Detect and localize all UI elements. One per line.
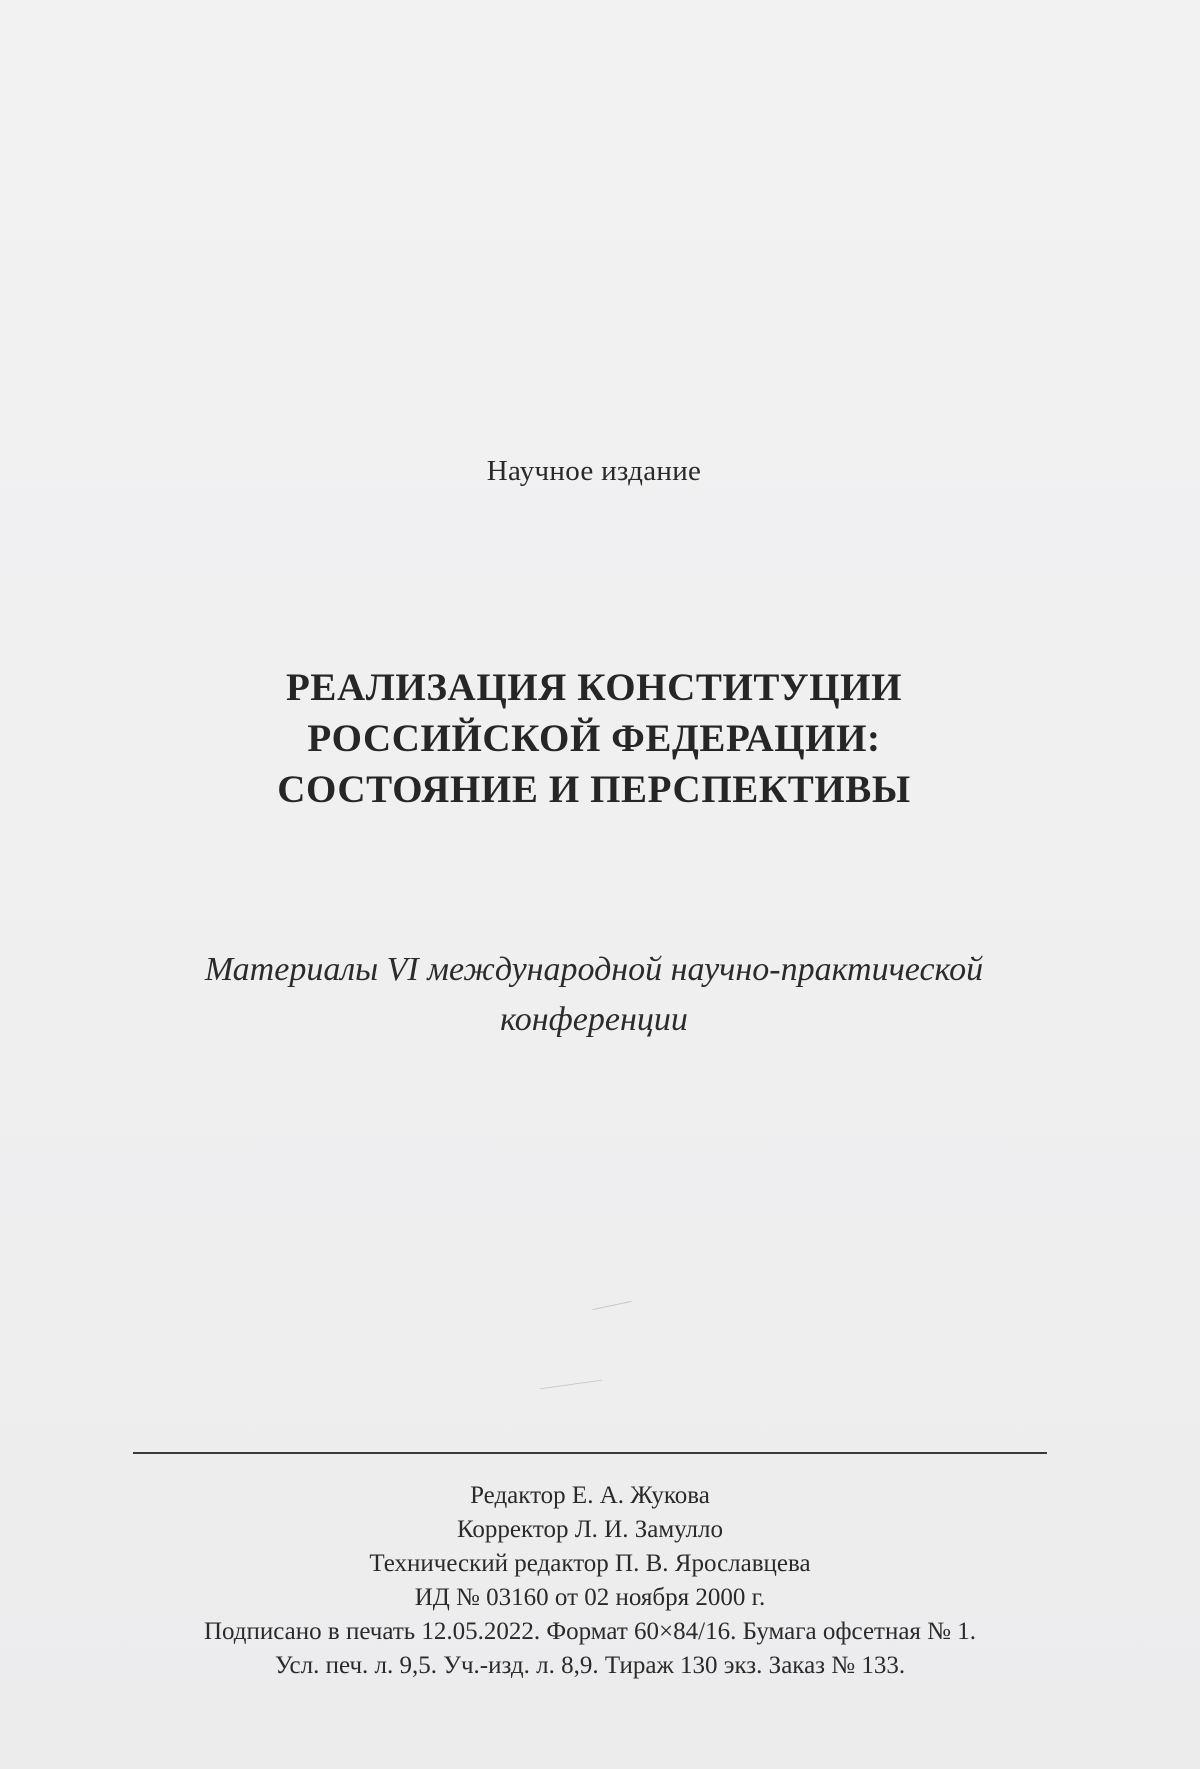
title-line: СОСТОЯНИЕ И ПЕРСПЕКТИВЫ xyxy=(277,768,911,811)
imprint-print-info: Подписано в печать 12.05.2022. Формат 60×84/16. Бумага офсетная № 1. xyxy=(203,1618,977,1645)
title-line: РОССИЙСКОЙ ФЕДЕРАЦИИ: xyxy=(307,717,881,760)
subtitle-line: Материалы VI международной научно-практической xyxy=(204,951,984,988)
book-subtitle xyxy=(0,945,1188,1045)
paper-scuff xyxy=(540,1380,602,1390)
subtitle-line: конференции xyxy=(500,1001,688,1038)
imprint-editor: Редактор Е. А. Жукова xyxy=(470,1482,710,1509)
paper-scuff xyxy=(592,1301,631,1310)
edition-type: Научное издание xyxy=(486,455,702,487)
imprint-license: ИД № 03160 от 02 ноября 2000 г. xyxy=(414,1584,766,1611)
imprint-block xyxy=(0,1479,1180,1683)
title-line: РЕАЛИЗАЦИЯ КОНСТИТУЦИИ xyxy=(285,666,903,709)
book-title xyxy=(0,662,1188,815)
imprint-tech-editor: Технический редактор П. В. Ярославцева xyxy=(369,1550,811,1577)
imprint-proofreader: Корректор Л. И. Замулло xyxy=(457,1516,723,1543)
imprint-print-run: Усл. печ. л. 9,5. Уч.-изд. л. 8,9. Тираж 130 экз. Заказ № 133. xyxy=(274,1652,906,1679)
divider-rule xyxy=(133,1452,1047,1454)
